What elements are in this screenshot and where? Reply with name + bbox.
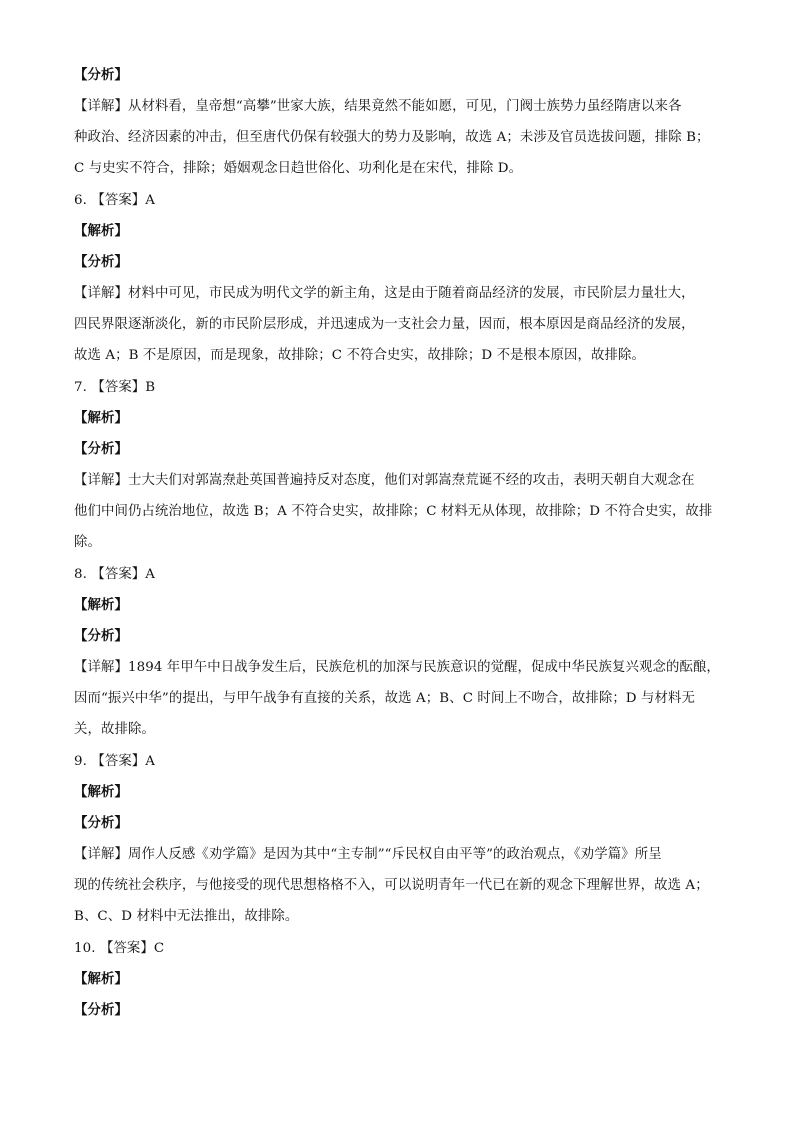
q8-detail-line-2: 因而“振兴中华”的提出，与甲午战争有直接的关系，故选 A；B、C 时间上不吻合，故排除；D 与材料无 bbox=[74, 691, 695, 706]
q5-detail-line-1: 【详解】从材料看，皇帝想“高攀”世家大族，结果竟然不能如愿，可见，门阀士族势力虽经隋唐以来各 bbox=[74, 99, 682, 114]
q7-detail-line-2: 他们中间仍占统治地位，故选 B；A 不符合史实，故排除；C 材料无从体现，故排除；D 不符合史实，故排 bbox=[74, 504, 713, 519]
q10-answer: 10. 【答案】C bbox=[74, 941, 165, 956]
q6-detail-line-2: 四民界限逐渐淡化，新的市民阶层形成，并迅速成为一支社会力量，因而，根本原因是商品经济的发展， bbox=[74, 317, 695, 332]
q7-detail-line-3: 除。 bbox=[74, 535, 101, 550]
q6-analysis-heading: 【分析】 bbox=[74, 255, 128, 270]
q8-analysis-heading: 【分析】 bbox=[74, 629, 128, 644]
q8-detail-line-1: 【详解】1894 年甲午中日战争发生后，民族危机的加深与民族意识的觉醒，促成中华民族复兴观念的酝酿， bbox=[74, 660, 720, 675]
q6-detail-line-1: 【详解】材料中可见，市民成为明代文学的新主角，这是由于随着商品经济的发展，市民阶层力量壮大， bbox=[74, 286, 695, 301]
q9-analysis-heading: 【分析】 bbox=[74, 816, 128, 831]
q10-analysis-heading: 【分析】 bbox=[74, 1003, 128, 1018]
q9-detail-line-1: 【详解】周作人反感《劝学篇》是因为其中“主专制”“斥民权自由平等”的政治观点，《劝学篇》所呈 bbox=[74, 847, 662, 862]
q10-explanation-heading: 【解析】 bbox=[74, 972, 128, 987]
q6-explanation-heading: 【解析】 bbox=[74, 224, 128, 239]
q8-answer: 8. 【答案】A bbox=[74, 567, 156, 582]
q7-answer: 7. 【答案】B bbox=[74, 380, 156, 395]
q8-explanation-heading: 【解析】 bbox=[74, 598, 128, 613]
q9-detail-line-2: 现的传统社会秩序，与他接受的现代思想格格不入，可以说明青年一代已在新的观念下理解世界，故选 A； bbox=[74, 878, 709, 893]
q8-detail-line-3: 关，故排除。 bbox=[74, 722, 155, 737]
q9-answer: 9. 【答案】A bbox=[74, 754, 156, 769]
q5-detail-line-3: C 与史实不符合，排除；婚姻观念日趋世俗化、功利化是在宋代，排除 D。 bbox=[74, 161, 523, 176]
q6-detail-line-3: 故选 A；B 不是原因，而是现象，故排除；C 不符合史实，故排除；D 不是根本原因，故排除。 bbox=[74, 348, 645, 363]
q7-analysis-heading: 【分析】 bbox=[74, 442, 128, 457]
q9-detail-line-3: B、C、D 材料中无法推出，故排除。 bbox=[74, 909, 299, 924]
q9-explanation-heading: 【解析】 bbox=[74, 785, 128, 800]
q7-explanation-heading: 【解析】 bbox=[74, 411, 128, 426]
q5-detail-line-2: 种政治、经济因素的冲击，但至唐代仍保有较强大的势力及影响，故选 A；未涉及官员选拔问题，排除 B； bbox=[74, 130, 710, 145]
q7-detail-line-1: 【详解】士大夫们对郭嵩焘赴英国普遍持反对态度，他们对郭嵩焘荒诞不经的攻击，表明天朝自大观念在 bbox=[74, 473, 695, 488]
q6-answer: 6. 【答案】A bbox=[74, 193, 156, 208]
analysis-heading: 【分析】 bbox=[74, 68, 128, 83]
